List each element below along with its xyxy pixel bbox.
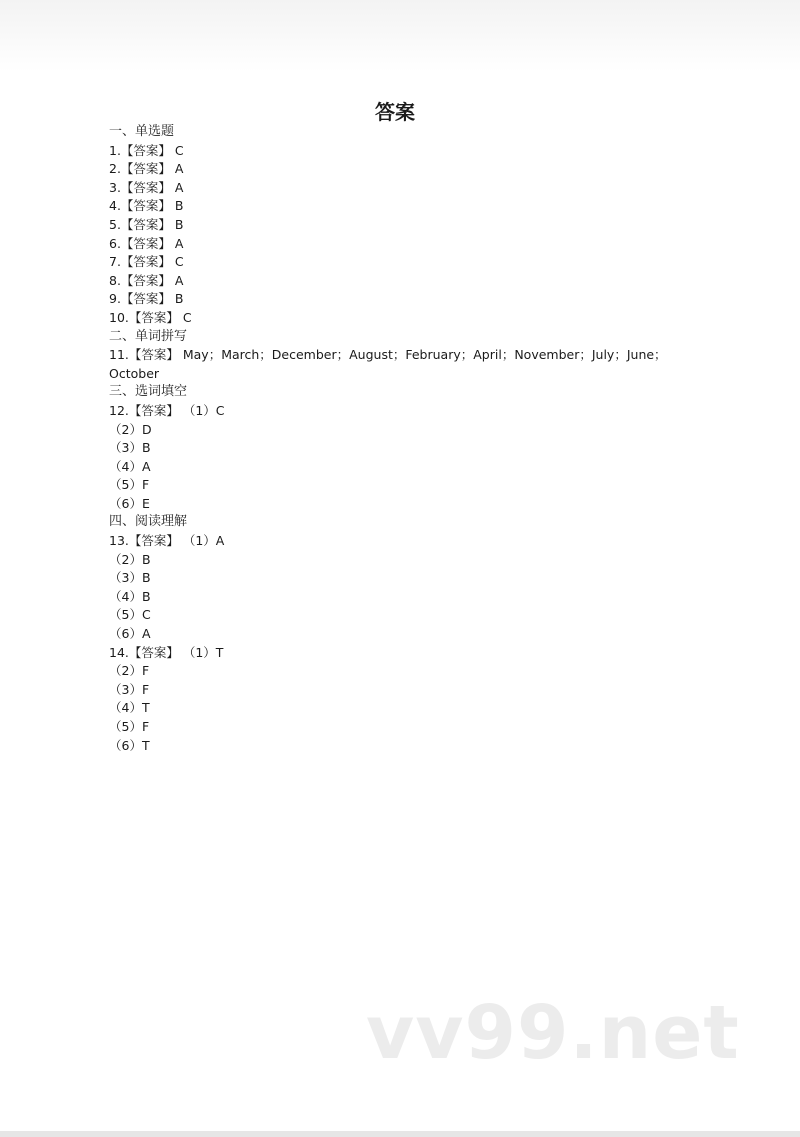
answer-line-q11: 11.【答案】 May；March；December；August；February；April；November；July；June； [109, 347, 667, 363]
answer-line-q10: 10.【答案】 C [109, 309, 192, 325]
answer-line-q2: 2.【答案】 A [109, 161, 184, 177]
page-top-shadow [0, 0, 800, 72]
answer-line-q14: 14.【答案】 （1）T [109, 644, 224, 660]
answer-line-q12: 12.【答案】 （1）C [109, 402, 225, 418]
answer-subitem: （5）F [109, 477, 150, 493]
answer-line-q3: 3.【答案】 A [109, 179, 184, 195]
answer-line-q1: 1.【答案】 C [109, 142, 184, 158]
answer-subitem: （6）E [109, 495, 150, 511]
answer-line-q4: 4.【答案】 B [109, 198, 184, 214]
answer-line-q11-continued: October [109, 365, 160, 381]
answer-subitem: （3）B [109, 440, 151, 456]
answer-subitem: （5）F [109, 719, 150, 734]
section-heading-word-spelling: 二、单词拼写 [109, 328, 188, 344]
answer-subitem: （2）B [109, 551, 151, 567]
answer-line-q5: 5.【答案】 B [109, 216, 184, 232]
answer-subitem: （3）B [109, 570, 151, 586]
page-title: 答案 [375, 100, 415, 124]
answer-subitem: （2）F [109, 663, 150, 679]
answer-line-q6: 6.【答案】 A [109, 235, 184, 251]
answer-line-q8: 8.【答案】 A [109, 272, 184, 288]
page-bottom-edge [0, 1131, 800, 1137]
answer-subitem: （4）A [109, 458, 151, 474]
answer-subitem: （5）C [109, 607, 151, 623]
watermark: vv99.net [366, 990, 740, 1076]
answer-list [109, 123, 689, 755]
answer-subitem: （3）F [109, 681, 150, 697]
section-heading-reading: 四、阅读理解 [109, 514, 188, 530]
section-heading-word-fill: 三、选词填空 [109, 384, 188, 400]
answer-subitem: （6）A [109, 626, 151, 642]
answer-subitem: （4）T [109, 700, 150, 716]
answer-line-q13: 13.【答案】 （1）A [109, 533, 225, 549]
answer-subitem: （2）D [109, 421, 152, 437]
answer-line-q9: 9.【答案】 B [109, 291, 184, 307]
answer-subitem: （4）B [109, 588, 151, 604]
answer-line-q7: 7.【答案】 C [109, 254, 184, 270]
section-heading-single-choice: 一、单选题 [109, 124, 175, 139]
answer-subitem: （6）T [109, 737, 150, 753]
